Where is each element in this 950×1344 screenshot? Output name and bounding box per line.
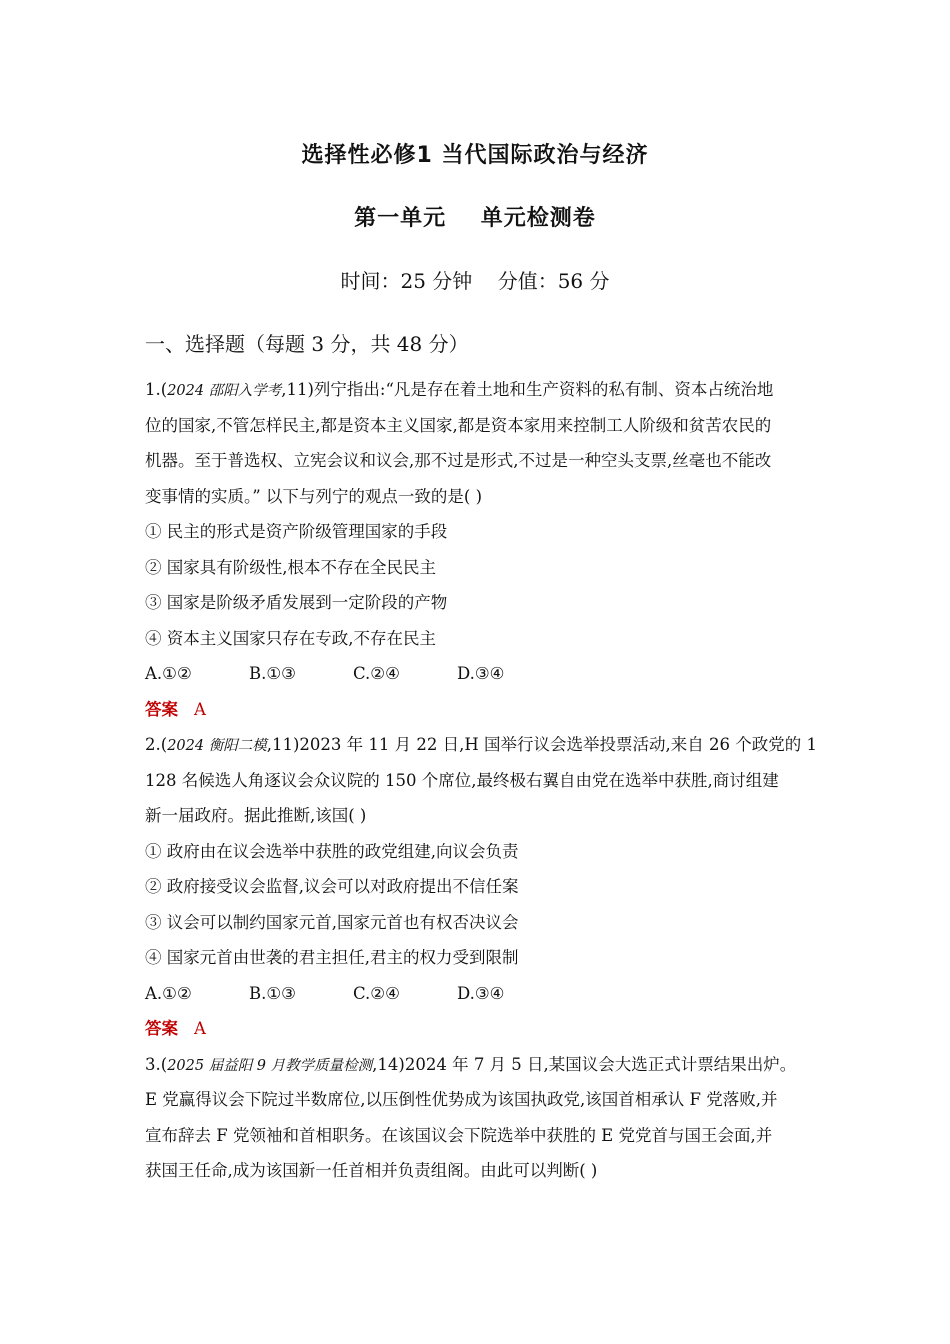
question-stem-line: 3.(2025 届益阳 9 月教学质量检测,14)2024 年 7 月 5 日,某国议会大选正式计票结果出炉。 bbox=[145, 1054, 797, 1074]
option-statement: ② 国家具有阶级性,根本不存在全民民主 bbox=[145, 557, 436, 577]
option-statement: ① 政府由在议会选举中获胜的政党组建,向议会负责 bbox=[145, 841, 519, 861]
option-statement: ③ 国家是阶级矛盾发展到一定阶段的产物 bbox=[145, 593, 448, 612]
option-statement: ④ 国家元首由世袭的君主担任,君主的权力受到限制 bbox=[145, 948, 519, 967]
choice-b: B.①③ bbox=[249, 664, 296, 683]
question-stem-line: 机器。至于普选权、立宪会议和议会,那不过是形式,不过是一种空头支票,丝毫也不能改 bbox=[145, 451, 772, 470]
question-stem-line: E 党赢得议会下院过半数席位,以压倒性优势成为该国执政党,该国首相承认 F 党落败,并 bbox=[145, 1090, 778, 1109]
choice-d: D.③④ bbox=[457, 983, 505, 1003]
answer-value: A bbox=[194, 699, 206, 719]
question-source: 2024 衡阳二模 bbox=[167, 738, 267, 754]
answer-value: A bbox=[194, 1019, 206, 1038]
answer-choices bbox=[145, 662, 810, 698]
unit-title: 第一单元 单元检测卷 bbox=[354, 206, 596, 231]
question-stem-line: 获国王任命,成为该国新一任首相并负责组阁。由此可以判断( ) bbox=[145, 1161, 598, 1180]
choice-c: C.②④ bbox=[353, 983, 400, 1003]
exam-meta: 时间：25 分钟 分值：56 分 bbox=[340, 269, 610, 293]
answer-choices bbox=[145, 982, 810, 1018]
question-1 bbox=[145, 378, 810, 733]
choice-a: A.①② bbox=[145, 983, 192, 1003]
question-3 bbox=[145, 1053, 810, 1195]
question-2 bbox=[145, 733, 817, 1053]
option-statement: ③ 议会可以制约国家元首,国家元首也有权否决议会 bbox=[145, 912, 519, 932]
section-heading: 一、选择题（每题 3 分，共 48 分） bbox=[145, 332, 469, 356]
question-stem-line: 新一届政府。据此推断,该国( ) bbox=[145, 806, 367, 825]
answer-label: 答案 bbox=[145, 1019, 178, 1038]
answer-line bbox=[145, 698, 810, 734]
answer-line bbox=[145, 1017, 810, 1053]
choice-c: C.②④ bbox=[353, 664, 400, 683]
answer-label: 答案 bbox=[145, 699, 178, 719]
question-stem-line: 宣布辞去 F 党领袖和首相职务。在该国议会下院选举中获胜的 E 党党首与国王会面,并 bbox=[145, 1125, 773, 1145]
option-statement: ② 政府接受议会监督,议会可以对政府提出不信任案 bbox=[145, 877, 519, 896]
question-stem-line: 变事情的实质。” 以下与列宁的观点一致的是( ) bbox=[145, 486, 483, 506]
question-stem-line: 128 名候选人角逐议会众议院的 150 个席位,最终极右翼自由党在选举中获胜,商讨组建 bbox=[145, 770, 779, 790]
document-title: 选择性必修1 当代国际政治与经济 bbox=[301, 143, 649, 168]
question-source: 2025 届益阳 9 月教学质量检测 bbox=[167, 1057, 373, 1074]
choice-b: B.①③ bbox=[249, 983, 296, 1003]
question-stem-line: 2.(2024 衡阳二模,11)2023 年 11 月 22 日,H 国举行议会选举投票活动,来自 26 个政党的 1 bbox=[145, 735, 817, 754]
question-stem-line: 1.(2024 邵阳入学考,11)列宁指出:“凡是存在着土地和生产资料的私有制、资本占统治地 bbox=[145, 380, 774, 399]
choice-a: A.①② bbox=[145, 664, 192, 683]
question-list bbox=[145, 378, 817, 1195]
option-statement: ① 民主的形式是资产阶级管理国家的手段 bbox=[145, 522, 448, 541]
question-stem-line: 位的国家,不管怎样民主,都是资本主义国家,都是资本家用来控制工人阶级和贫苦农民的 bbox=[145, 415, 772, 435]
question-source: 2024 邵阳入学考 bbox=[167, 383, 282, 399]
option-statement: ④ 资本主义国家只存在专政,不存在民主 bbox=[145, 628, 436, 648]
choice-d: D.③④ bbox=[457, 664, 505, 683]
